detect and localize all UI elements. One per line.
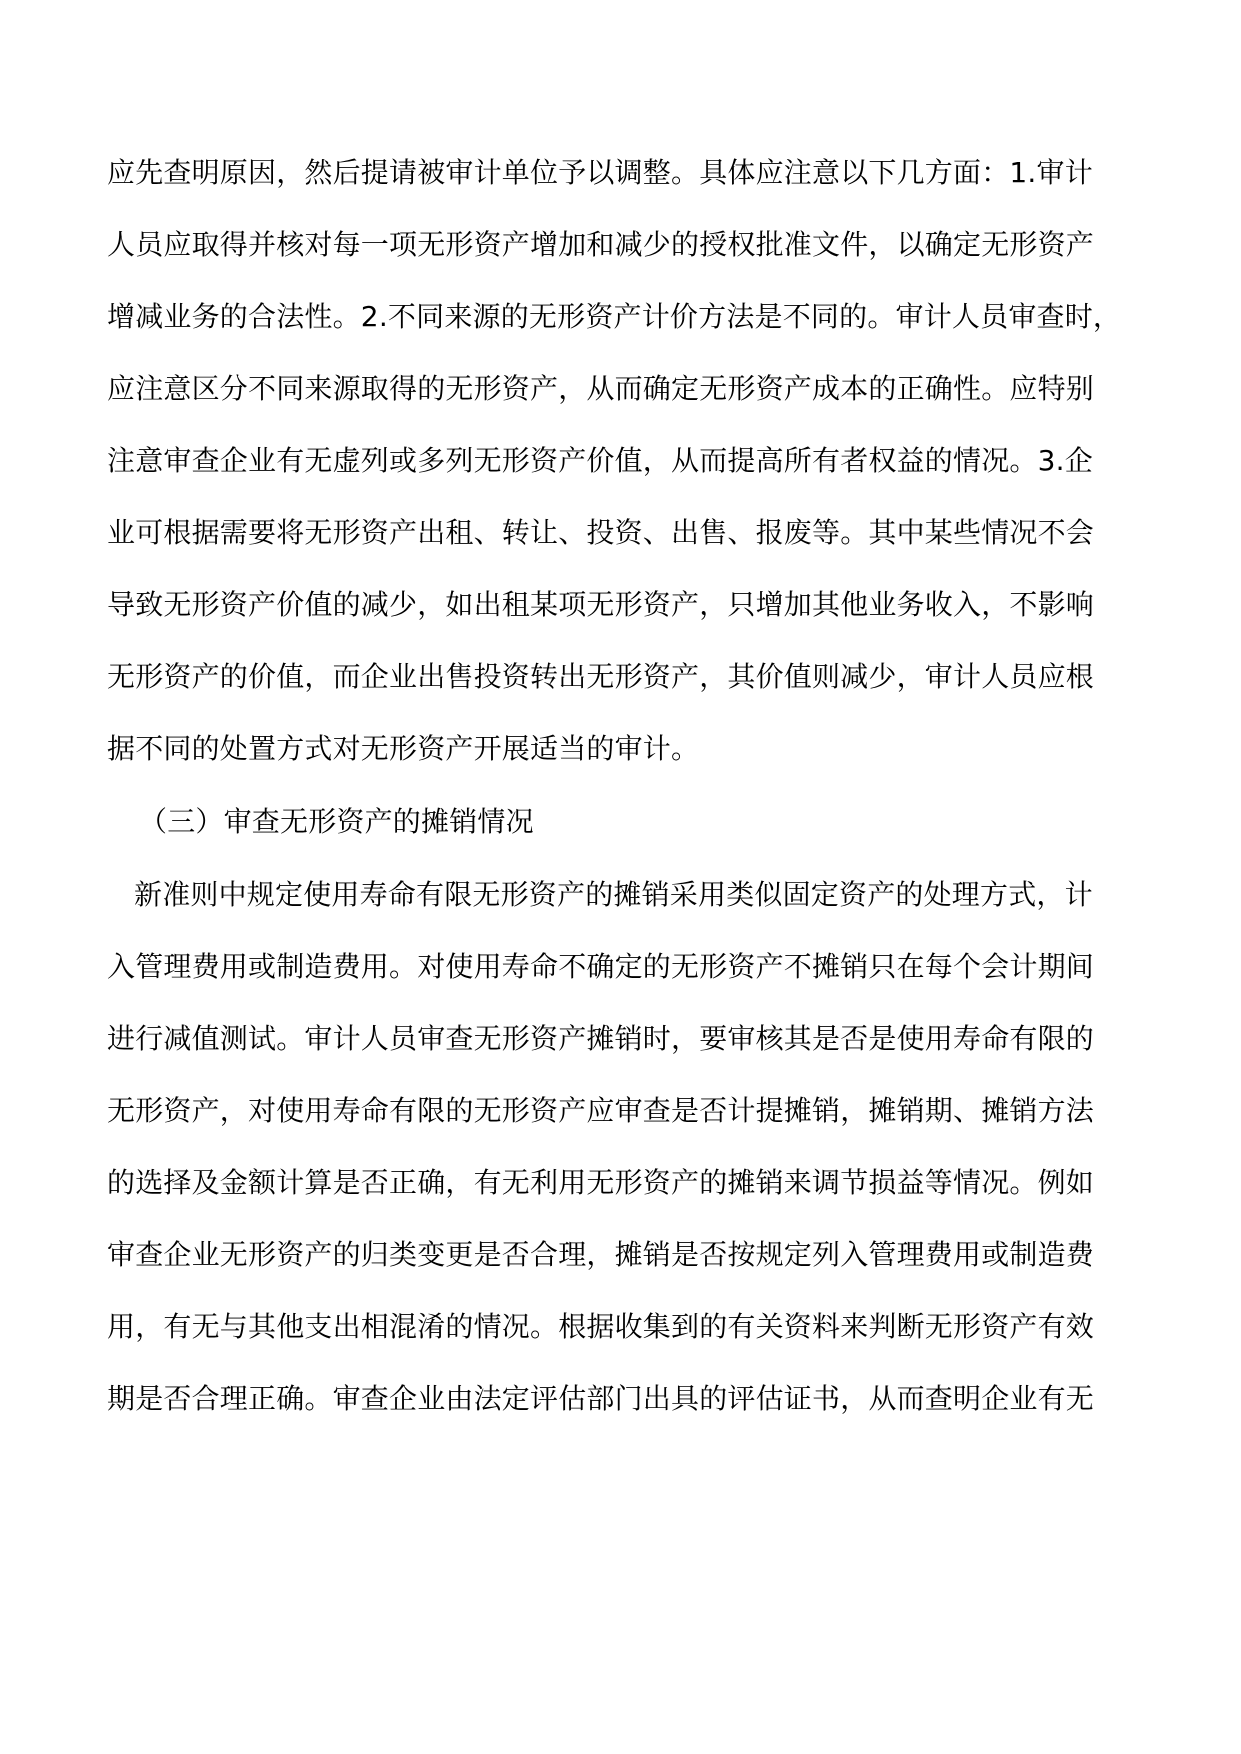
text-line: 入管理费用或制造费用。对使用寿命不确定的无形资产不摊销只在每个会计期间	[107, 950, 1095, 983]
text-line: 无形资产的价值，而企业出售投资转出无形资产，其价值则减少，审计人员应根	[107, 660, 1095, 693]
text-line: 新准则中规定使用寿命有限无形资产的摊销采用类似固定资产的处理方式，计	[134, 878, 1093, 911]
text-line: 应先查明原因，然后提请被审计单位予以调整。具体应注意以下几方面：1.审计	[107, 156, 1093, 189]
text-line: 注意审查企业有无虚列或多列无形资产价值，从而提高所有者权益的情况。3.企	[107, 444, 1093, 477]
text-line: 导致无形资产价值的减少，如出租某项无形资产，只增加其他业务收入，不影响	[107, 588, 1095, 621]
text-line: 人员应取得并核对每一项无形资产增加和减少的授权批准文件，以确定无形资产	[107, 228, 1095, 261]
text-line: 无形资产，对使用寿命有限的无形资产应审查是否计提摊销，摊销期、摊销方法	[107, 1094, 1095, 1127]
text-line: 据不同的处置方式对无形资产开展适当的审计。	[107, 732, 700, 765]
text-line: 用，有无与其他支出相混淆的情况。根据收集到的有关资料来判断无形资产有效	[107, 1310, 1095, 1343]
text-line: 进行减值测试。审计人员审查无形资产摊销时，要审核其是否是使用寿命有限的	[107, 1022, 1095, 1055]
text-line: 期是否合理正确。审查企业由法定评估部门出具的评估证书，从而查明企业有无	[107, 1382, 1095, 1415]
text-line: 增减业务的合法性。2.不同来源的无形资产计价方法是不同的。审计人员审查时，	[107, 300, 1122, 333]
text-line: 的选择及金额计算是否正确，有无利用无形资产的摊销来调节损益等情况。例如	[107, 1166, 1095, 1199]
section-heading: （三）审查无形资产的摊销情况	[139, 805, 534, 838]
text-line: 应注意区分不同来源取得的无形资产，从而确定无形资产成本的正确性。应特别	[107, 372, 1095, 405]
text-line: 业可根据需要将无形资产出租、转让、投资、出售、报废等。其中某些情况不会	[107, 516, 1095, 549]
text-line: 审查企业无形资产的归类变更是否合理，摊销是否按规定列入管理费用或制造费	[107, 1238, 1095, 1271]
